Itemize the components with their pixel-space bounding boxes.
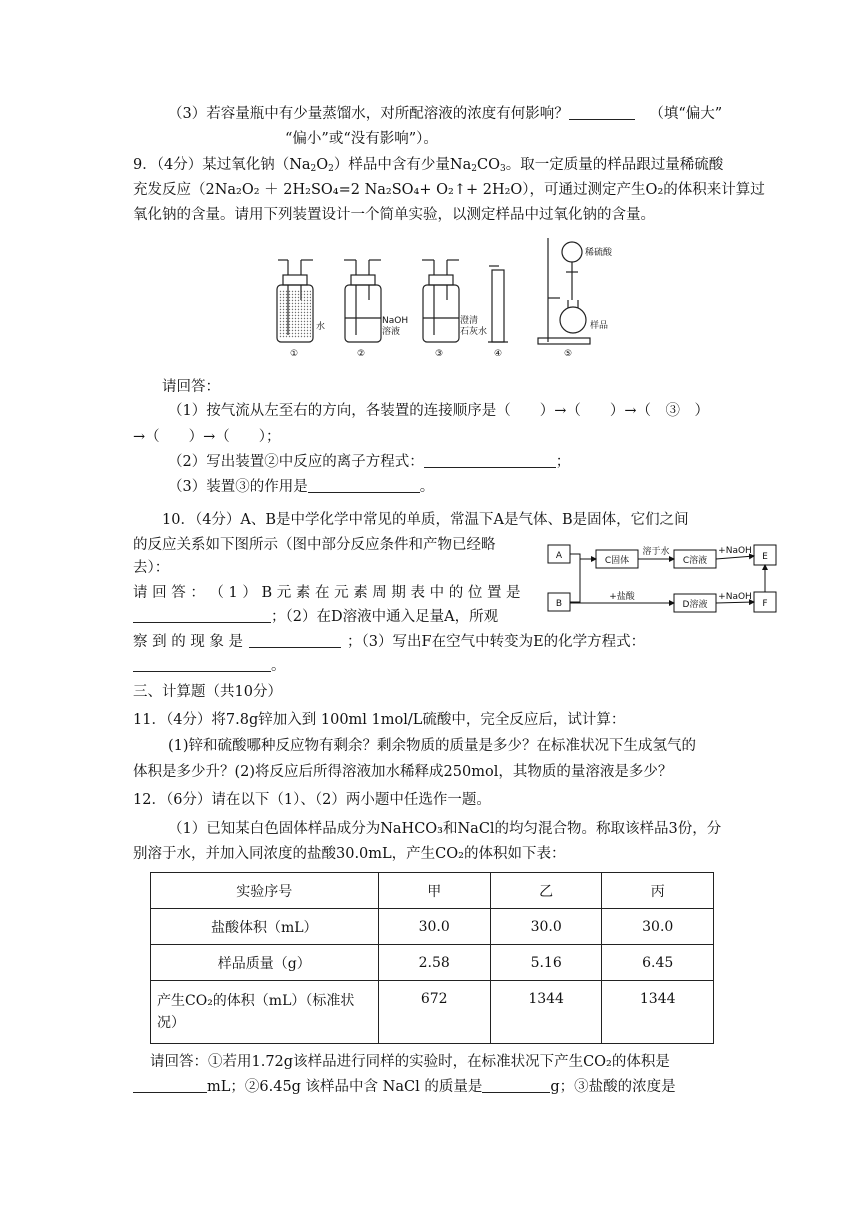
label-3: ③ — [435, 349, 444, 359]
label-sample: 样品 — [590, 321, 609, 331]
table-header: 乙 — [490, 873, 602, 909]
q9-line3: 氧化钠的含量。请用下列装置设计一个简单实验，以测定样品中过氧化钠的含量。 — [133, 207, 655, 223]
q10-line1: 10．（4分）A、B是中学化学中常见的单质，常温下A是气体、B是固体，它们之间 — [162, 512, 689, 528]
results-table — [150, 872, 714, 1044]
q8-part3-text: （3）若容量瓶中有少量蒸馏水，对所配溶液的浓度有何影响？ — [168, 106, 569, 122]
apparatus-figure — [270, 230, 613, 360]
q9-line1: 9．（4分）某过氧化钠$(Na_2O_2)$样品中含有少量$Na_2CO_3$。取一定质量的样品跟过量稀硫酸 — [133, 157, 724, 174]
table-cell: 2.58 — [378, 945, 490, 981]
q12-blank-2[interactable] — [482, 1078, 550, 1093]
q9-p2-blank[interactable] — [424, 453, 556, 468]
q10-line7-end: 。 — [271, 658, 286, 674]
label-limewater-1: 澄清 — [460, 316, 479, 326]
label-2: ② — [357, 349, 366, 359]
q8-part3-tail: （填“偏大” — [649, 106, 723, 122]
q9-p2 — [168, 452, 570, 472]
q10-line4: 请 回 答 ： （ 1 ） B 元 素 在 元 素 周 期 表 中 的 位 置 是 — [133, 585, 521, 601]
diag-naoh1: +NaOH — [718, 546, 752, 556]
diag-dissolve: 溶于水 — [642, 547, 670, 557]
q10-blank-1[interactable] — [133, 608, 271, 623]
table-row — [151, 945, 714, 981]
q10-blank-3[interactable] — [133, 657, 271, 672]
reaction-diagram — [540, 538, 790, 618]
q12-line2: （1）已知某白色固体样品成分为NaHCO₃和NaCl的均匀混合物。称取该样品3份，分 — [168, 821, 722, 837]
q9-line1-d: CO — [476, 157, 500, 173]
table-cell: 1344 — [602, 981, 714, 1044]
q10-line6 — [133, 632, 645, 652]
table-header: 丙 — [602, 873, 714, 909]
q9-p3 — [168, 477, 434, 497]
label-naoh: NaOH — [382, 316, 409, 326]
q9-p3-end: 。 — [419, 479, 435, 495]
q12-answer-2b: g；③盐酸的浓度是 — [550, 1079, 676, 1095]
q9-line1-e: 。取一定质量的样品跟过量稀硫酸 — [505, 157, 724, 173]
label-5: ⑤ — [564, 349, 573, 359]
diag-a: A — [555, 551, 563, 561]
q9-line2: 充发反应（2Na₂O₂ ＋ 2H₂SO₄=2 Na₂SO₄+ O₂↑+ 2H₂O），可通过测定产生O₂的体积来计算过 — [133, 182, 765, 198]
q10-line2: 的反应关系如下图所示（图中部分反应条件和产物已经略 — [133, 537, 496, 553]
packing-dots — [279, 290, 311, 338]
label-dilute-acid: 稀硫酸 — [585, 248, 613, 258]
diag-b: B — [555, 599, 563, 609]
diag-hcl: +盐酸 — [609, 592, 635, 602]
diag-e: E — [762, 552, 768, 562]
q9-line1-c: ）样品中含有少量Na — [333, 157, 472, 173]
q9-prompt: 请回答： — [162, 379, 220, 395]
q12-line3: 别溶于水，并加入同浓度的盐酸30.0mL，产生CO₂的体积如下表： — [133, 846, 566, 862]
q9-p3-blank[interactable] — [308, 478, 420, 493]
diag-c-sol: C溶液 — [682, 556, 708, 566]
q12-answer-1: 请回答：①若用1.72g该样品进行同样的实验时，在标准状况下产生CO₂的体积是 — [150, 1054, 670, 1070]
bottle-3-icon — [422, 260, 459, 342]
table-header-row — [151, 873, 714, 909]
q11-line2: (1)锌和硫酸哪种反应物有剩余？剩余物质的质量是多少？在标准状况下生成氢气的 — [168, 738, 697, 754]
q10-line6-b: ；（3）写出F在空气中转变为E的化学方程式： — [347, 634, 646, 650]
q10-line5 — [133, 607, 498, 627]
q10-line5-text: ；（2）在D溶液中通入足量A，所观 — [271, 609, 499, 625]
diag-d-sol: D溶液 — [682, 600, 708, 610]
table-cell: 30.0 — [602, 909, 714, 945]
q9-p2-text: （2）写出装置②中反应的离子方程式： — [168, 454, 424, 470]
q12-line1: 12．（6分）请在以下（1）、（2）两小题中任选作一题。 — [133, 792, 491, 808]
table-row — [151, 981, 714, 1044]
label-1: ① — [290, 349, 299, 359]
q9-p2-end: ； — [555, 454, 571, 470]
q10-blank-2[interactable] — [249, 633, 341, 648]
table-cell: 672 — [378, 981, 490, 1044]
diag-naoh2: +NaOH — [718, 592, 752, 602]
table-header: 甲 — [378, 873, 490, 909]
cylinder-icon — [488, 266, 508, 342]
table-cell: 30.0 — [490, 909, 602, 945]
table-cell: 样品质量（g） — [151, 945, 379, 981]
table-cell: 30.0 — [378, 909, 490, 945]
table-cell: 6.45 — [602, 945, 714, 981]
table-row — [151, 909, 714, 945]
q9-p1-line1: （1）按气流从左至右的方向，各装置的连接顺序是（ ）→（ ）→（ ③ ） — [168, 403, 710, 419]
table-cell: 产生CO₂的体积（mL）（标准状况） — [151, 981, 379, 1044]
q12-answer-2a: mL；②6.45g 该样品中含 NaCl 的质量是 — [207, 1079, 483, 1095]
q10-line6-a: 察 到 的 现 象 是 — [133, 634, 244, 650]
q9-line1-b: O — [316, 157, 329, 173]
diag-f: F — [762, 599, 768, 609]
q8-part3-line1 — [168, 104, 722, 124]
q11-line3: 体积是多少升？(2)将反应后所得溶液加水稀释成250mol，其物质的量溶液是多少？ — [133, 764, 673, 780]
table-header: 实验序号 — [151, 873, 379, 909]
label-4: ④ — [494, 349, 503, 359]
table-cell: 盐酸体积（mL） — [151, 909, 379, 945]
q8-part3-blank[interactable] — [569, 105, 635, 120]
table-cell: 1344 — [490, 981, 602, 1044]
label-water: 水 — [316, 322, 326, 332]
q9-p3-text: （3）装置③的作用是 — [168, 479, 308, 495]
diag-c-solid: C固体 — [604, 556, 630, 566]
section-3-heading: 三、计算题（共10分） — [133, 684, 282, 700]
q10-line7 — [133, 656, 286, 676]
q12-blank-1[interactable] — [133, 1078, 207, 1093]
q8-part3-line2: “偏小”或“没有影响”）。 — [285, 131, 438, 147]
label-naoh-solution: 溶液 — [382, 327, 401, 337]
q12-answer-2 — [133, 1077, 676, 1097]
q9-p1-line2: →（ ）→（ ）； — [133, 429, 281, 445]
q10-line3: 去）： — [133, 560, 170, 576]
stand-flask-icon — [538, 238, 590, 344]
q11-line1: 11．（4分）将7.8g锌加入到 100ml 1mol/L硫酸中，完全反应后，试计算： — [133, 712, 626, 728]
q9-line1-a: 9．（4分）某过氧化钠（Na — [133, 157, 311, 173]
label-limewater-2: 石灰水 — [460, 327, 488, 337]
table-cell: 5.16 — [490, 945, 602, 981]
bottle-2-icon — [344, 260, 381, 342]
